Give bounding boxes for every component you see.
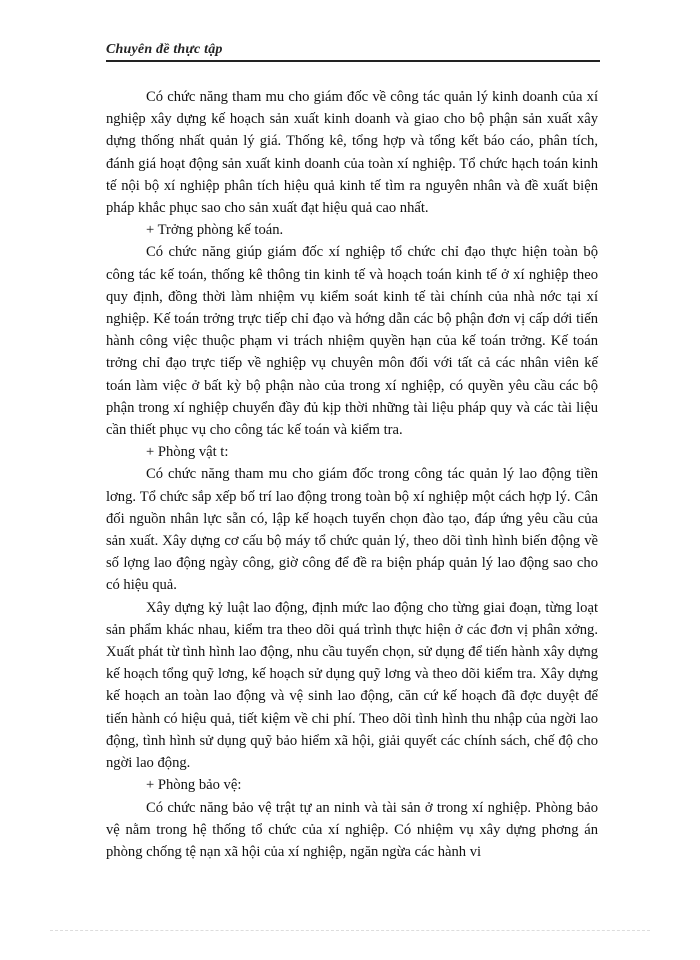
paragraph-security: Có chức năng bảo vệ trật tự an ninh và tài sản ở trong xí nghiệp. Phòng bảo vệ nằm trong hệ thống tổ chức của xí nghiệp. Có nhiệm vụ xây dựng phơng án phòng chống tệ nạn xã hội của xí nghiệp, ngăn ngừa các hành vi (106, 799, 598, 860)
paragraph-business-planning: Có chức năng tham mu cho giám đốc về công tác quản lý kinh doanh của xí nghiệp xây dựng kế hoạch sản xuất kinh doanh và giao cho bộ phận sản xuất xây dựng thống nhất quản lý giá. Thống kê, tổng hợp và tổng kết báo cáo, phân tích, đánh giá hoạt động sản xuất kinh doanh của toàn xí nghiệp. Tổ chức hạch toán kinh tế nội bộ xí nghiệp phân tích hiệu quả kinh tế tìm ra nguyên nhân và đề xuất biện pháp khắc phục sao cho sản xuất đạt hiệu quả cao nhất. (106, 89, 598, 217)
page-header (106, 42, 600, 62)
header-title: Chuyên đề thực tập (106, 42, 223, 57)
paragraph-labor-management: Có chức năng tham mu cho giám đốc trong công tác quản lý lao động tiền lơng. Tổ chức sắp xếp bố trí lao động trong toàn bộ xí nghiệp một cách hợp lý. Cân đối nguồn nhân lực sẵn có, lập kế hoạch tuyển chọn đào tạo, đáp ứng yêu cầu của sản xuất. Xây dựng cơ cấu bộ máy tổ chức quản lý, theo dõi tình hình biến động về số lợng lao động ngày công, giờ công để đề ra biện pháp quản lý lao động sao cho có hiệu quả. (106, 466, 598, 594)
section-heading-materials: + Phòng vật t: (146, 444, 229, 461)
paragraph-chief-accountant: Có chức năng giúp giám đốc xí nghiệp tổ chức chỉ đạo thực hiện toàn bộ công tác kế toán, thống kê thông tin kinh tế và hoạch toán kinh tế ở xí nghiệp theo quy định, đồng thời làm nhiệm vụ kiểm soát kinh tế tài chính của nhà nớc tại xí nghiệp. Kế toán trởng trực tiếp chỉ đạo và hớng dẫn các bộ phận đơn vị cấp dới tiến hành công việc thuộc phạm vi trách nhiệm quyền hạn của kế toán trởng. Kế toán trởng chỉ đạo trực tiếp về nghiệp vụ chuyên môn đối với tất cả các nhân viên kế toán làm việc ở bất kỳ bộ phận nào của trong xí nghiệp, có quyền yêu cầu các bộ phận trong xí nghiệp chuyển đầy đủ kịp thời những tài liệu pháp quy và các tài liệu cần thiết phục vụ cho công tác kế toán và kiểm tra. (106, 244, 598, 439)
section-heading-security: + Phòng bảo vệ: (146, 777, 242, 794)
page-bottom-divider (50, 930, 650, 931)
document-body (106, 86, 598, 863)
paragraph-labor-discipline: Xây dựng kỷ luật lao động, định mức lao động cho từng giai đoạn, từng loạt sản phẩm khác nhau, kiểm tra theo dõi quá trình thực hiện ở các đơn vị phân xởng. Xuất phát từ tình hình lao động, nhu cầu tuyển chọn, sử dụng để tiến hành xây dựng kế hoạch tổng quỹ lơng, kế hoạch sử dụng quỹ lơng và theo dõi kiểm tra. Xây dựng kế hoạch an toàn lao động và vệ sinh lao động, căn cứ kế hoạch đã đợc duyệt để tiến hành có hiệu quả, tiết kiệm về chi phí. Theo dõi tình hình thu nhập của ngời lao động, tình hình sử dụng quỹ bảo hiểm xã hội, giải quyết các chính sách, chế độ cho ngời lao động. (106, 599, 598, 772)
section-heading-chief-accountant: + Trởng phòng kế toán. (146, 222, 284, 239)
